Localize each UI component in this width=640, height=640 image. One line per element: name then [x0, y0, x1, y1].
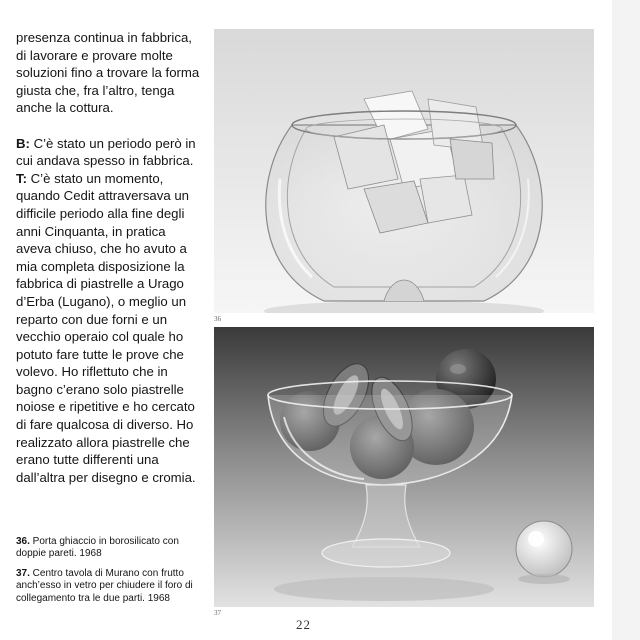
figure-number-37: 37: [214, 609, 221, 617]
figure-captions: [16, 536, 208, 612]
answer-paragraph: [16, 170, 204, 487]
question-text: C’è stato un periodo però in cui andava spesso in fabbrica.: [16, 135, 196, 169]
caption-36: [16, 536, 208, 561]
caption-36-number: 36.: [16, 536, 30, 547]
photo-fruit-centerpiece: [214, 327, 594, 607]
caption-36-text: Porta ghiaccio in borosilicato con doppie pareti. 1968: [16, 536, 179, 560]
ice-bucket-illustration: [214, 29, 594, 313]
intro-paragraph: presenza continua in fabbrica, di lavorare e provare molte soluzioni fino a trovare la forma giusta che, fra l’altro, tenga anche la cottura.: [16, 30, 200, 116]
caption-37-text: Centro tavola di Murano con frutto anch’esso in vetro per chiudere il foro di collegamento tra le due parti. 1968: [16, 567, 193, 604]
page-edge: [612, 0, 640, 640]
figure-number-36: 36: [214, 315, 221, 323]
speaker-t: T:: [16, 170, 27, 186]
centerpiece-illustration: [214, 327, 594, 607]
caption-37-number: 37.: [16, 567, 30, 579]
question-paragraph: [16, 135, 204, 170]
body-text-column: [16, 29, 204, 486]
caption-37: [16, 568, 208, 605]
photo-ice-bucket: [214, 29, 594, 313]
paragraph-gap: [16, 117, 204, 135]
page-number: 22: [296, 617, 311, 632]
answer-text: C’è stato un momento, quando Cedit attraversava un difficile periodo alla fine degli anni Cinquanta, in pratica aveva chiuso, che ho avuto a mia completa disposizione la fabbrica di piastrelle a Urago d’Erba (Lugano), o meglio un reparto con due forni e un vecchio operaio col quale ho potuto fare tutte le prove che volevo. Ho riflettuto che in bagno c’erano solo piastrelle noiose e ripetitive e ho cercato di fare qualcosa di diverso. Ho realizzato allora piastrelle che erano tutte differenti una dall’altra per disegno e cromia.: [16, 170, 196, 485]
speaker-b: B:: [16, 135, 30, 151]
